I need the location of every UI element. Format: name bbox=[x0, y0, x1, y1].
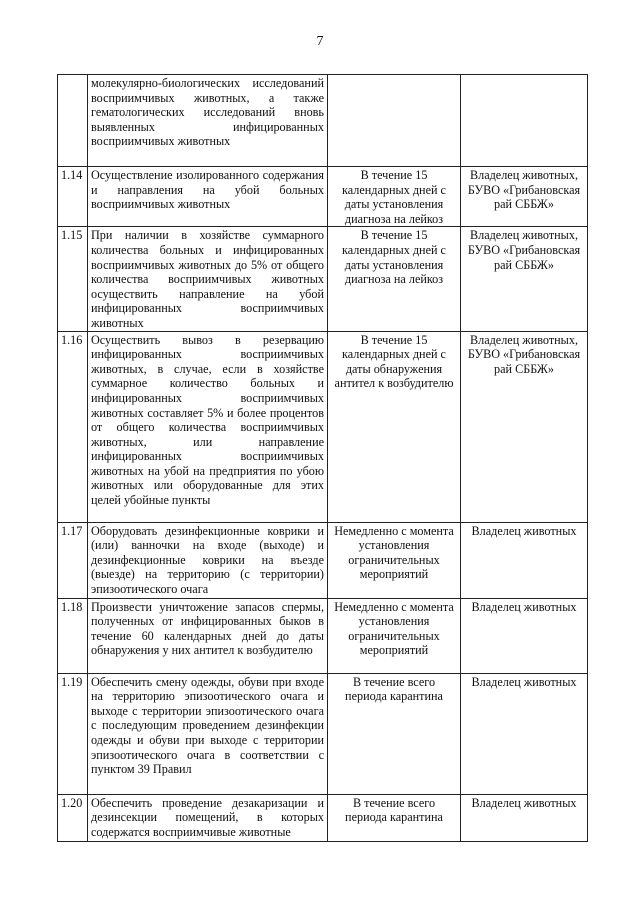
row-responsible: Владелец животных bbox=[461, 673, 588, 794]
table-row bbox=[58, 673, 588, 794]
row-term: В течение всего периода карантина bbox=[328, 794, 461, 841]
row-term: В течение всего периода карантина bbox=[328, 673, 461, 794]
row-responsible: Владелец животных bbox=[461, 522, 588, 598]
row-responsible: Владелец животных bbox=[461, 598, 588, 673]
row-number: 1.14 bbox=[58, 167, 88, 227]
row-action: Обеспечить смену одежды, обуви при входе на территорию эпизоотического очага и выходе с территории эпизоотического очага с последующим проведением дезинфекции одежды и обуви при выходе с территории эпизоотического очага в соответствии с пунктом 39 Правил bbox=[88, 673, 328, 794]
row-responsible: Владелец животных, БУВО «Грибановская рай СББЖ» bbox=[461, 227, 588, 331]
table-row bbox=[58, 794, 588, 841]
table-row bbox=[58, 598, 588, 673]
measures-table bbox=[57, 74, 588, 842]
row-term: В течение 15 календарных дней с даты установления диагноза на лейкоз bbox=[328, 227, 461, 331]
row-responsible: Владелец животных, БУВО «Грибановская рай СББЖ» bbox=[461, 331, 588, 522]
table-row bbox=[58, 167, 588, 227]
row-term: Немедленно с момента установления ограничительных мероприятий bbox=[328, 598, 461, 673]
row-number: 1.17 bbox=[58, 522, 88, 598]
row-responsible bbox=[461, 75, 588, 167]
row-number: 1.18 bbox=[58, 598, 88, 673]
row-number: 1.20 bbox=[58, 794, 88, 841]
table-row bbox=[58, 522, 588, 598]
row-responsible: Владелец животных bbox=[461, 794, 588, 841]
table-row bbox=[58, 331, 588, 522]
row-number bbox=[58, 75, 88, 167]
row-action: Обеспечить проведение дезакаризации и дезинсекции помещений, в которых содержатся восприимчивые животные bbox=[88, 794, 328, 841]
row-action: Оборудовать дезинфекционные коврики и (или) ванночки на входе (выходе) и дезинфекционные коврики на въезде (выезде) на территорию (с территории) эпизоотического очага bbox=[88, 522, 328, 598]
row-action: Осуществить вывоз в резервацию инфицированных восприимчивых животных, в случае, если в хозяйстве суммарное количество больных и инфицированных восприимчивых животных составляет 5% и более процентов от общего количества восприимчивых животных, или направление инфицированных восприимчивых животных на убой на предприятия по убою животных или оборудованные для этих целей убойные пункты bbox=[88, 331, 328, 522]
row-term bbox=[328, 75, 461, 167]
table-row bbox=[58, 75, 588, 167]
page-number: 7 bbox=[316, 34, 324, 49]
row-term: В течение 15 календарных дней с даты установления диагноза на лейкоз bbox=[328, 167, 461, 227]
row-action: молекулярно-биологических исследований восприимчивых животных, а также гематологических исследований вновь выявленных инфицированных восприимчивых животных bbox=[88, 75, 328, 167]
row-action: Осуществление изолированного содержания и направления на убой больных восприимчивых животных bbox=[88, 167, 328, 227]
row-responsible: Владелец животных, БУВО «Грибановская рай СББЖ» bbox=[461, 167, 588, 227]
row-number: 1.15 bbox=[58, 227, 88, 331]
table-row bbox=[58, 227, 588, 331]
row-number: 1.16 bbox=[58, 331, 88, 522]
row-term: Немедленно с момента установления ограничительных мероприятий bbox=[328, 522, 461, 598]
row-action: Произвести уничтожение запасов спермы, полученных от инфицированных быков в течение 60 календарных дней до даты обнаружения у них антител к возбудителю bbox=[88, 598, 328, 673]
row-action: При наличии в хозяйстве суммарного количества больных и инфицированных восприимчивых животных до 5% от общего количества восприимчивых животных осуществить направление на убой инфицированных восприимчивых животных bbox=[88, 227, 328, 331]
row-term: В течение 15 календарных дней с даты обнаружения антител к возбудителю bbox=[328, 331, 461, 522]
row-number: 1.19 bbox=[58, 673, 88, 794]
